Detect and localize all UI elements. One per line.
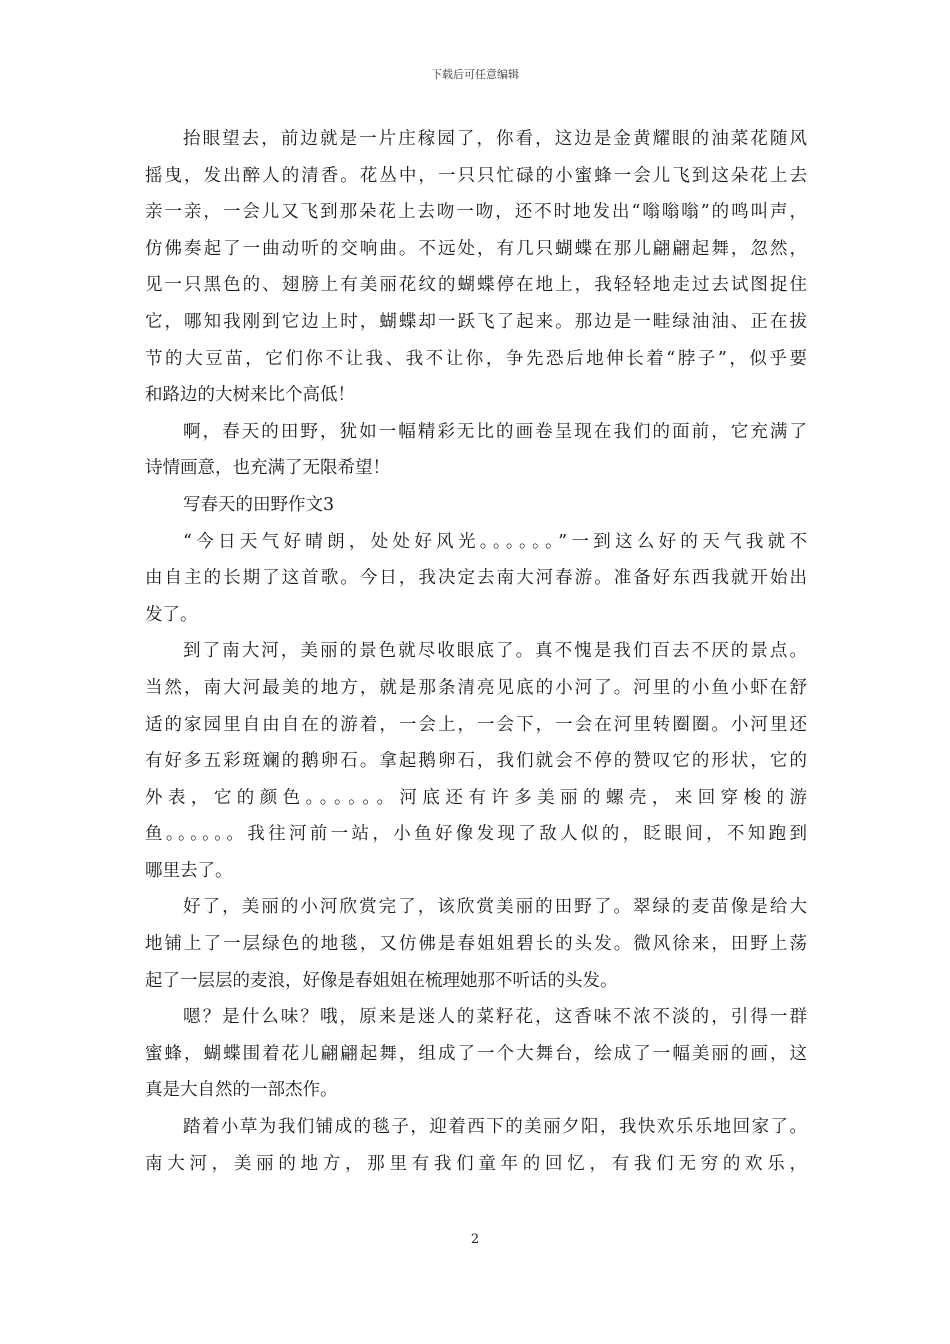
text-line: 节的大豆苗，它们你不让我、我不让你，争先恐后地伸长着“脖子”，似乎要 xyxy=(145,348,807,369)
text-line: 见一只黑色的、翅膀上有美丽花纹的蝴蝶停在地上，我轻轻地走过去试图捉住 xyxy=(145,275,807,296)
text-line: 发了。 xyxy=(145,604,198,625)
text-line: 外表，它的颜色。。。。。。河底还有许多美丽的螺壳，来回穿梭的游 xyxy=(145,787,807,808)
text-line: 由自主的长期了这首歌。今日，我决定去南大河春游。准备好东西我就开始出 xyxy=(145,568,807,589)
text-line: 嗯？是什么味？哦，原来是迷人的菜籽花，这香味不浓不淡的，引得一群 xyxy=(183,1007,807,1028)
text-line: 诗情画意，也充满了无限希望！ xyxy=(145,458,390,479)
text-line: 哪里去了。 xyxy=(145,860,233,881)
text-line: 起了一层层的麦浪，好像是春姐姐在梳理她那不听话的头发。 xyxy=(145,970,618,991)
text-line: 仿佛奏起了一曲动听的交响曲。不远处，有几只蝴蝶在那儿翩翩起舞，忽然， xyxy=(145,238,807,259)
text-line: “今日天气好晴朗，处处好风光。。。。。。”一到这么好的天气我就不 xyxy=(183,531,807,552)
text-line: 到了南大河，美丽的景色就尽收眼底了。真不愧是我们百去不厌的景点。 xyxy=(183,641,807,662)
page-number: 2 xyxy=(470,1232,480,1247)
text-line: 亲一亲，一会儿又飞到那朵花上去吻一吻，还不时地发出“嗡嗡嗡”的鸣叫声， xyxy=(145,202,807,223)
text-line: 摇曳，发出醉人的清香。花丛中，一只只忙碌的小蜜蜂一会儿飞到这朵花上去 xyxy=(145,165,807,186)
text-line: 抬眼望去，前边就是一片庄稼园了，你看，这边是金黄耀眼的油菜花随风 xyxy=(183,129,807,149)
document-body xyxy=(145,121,807,1182)
text-line: 它，哪知我刚到它边上时，蝴蝶却一跃飞了起来。那边是一畦绿油油、正在拔 xyxy=(145,311,807,332)
text-line: 踏着小草为我们铺成的毯子，迎着西下的美丽夕阳，我快欢乐乐地回家了。 xyxy=(183,1117,807,1138)
text-line: 南大河，美丽的地方，那里有我们童年的回忆，有我们无穷的欢乐， xyxy=(145,1153,807,1174)
text-line: 有好多五彩斑斓的鹅卵石。拿起鹅卵石，我们就会不停的赞叹它的形状，它的 xyxy=(145,751,807,772)
text-line: 适的家园里自由自在的游着，一会上，一会下，一会在河里转圈圈。小河里还 xyxy=(145,714,807,735)
text-line: 蜜蜂，蝴蝶围着花儿翩翩起舞，组成了一个大舞台，绘成了一幅美丽的画，这 xyxy=(145,1043,807,1064)
text-line: 好了，美丽的小河欣赏完了，该欣赏美丽的田野了。翠绿的麦苗像是给大 xyxy=(183,897,807,918)
text-line: 啊，春天的田野，犹如一幅精彩无比的画卷呈现在我们的面前，它充满了 xyxy=(183,421,807,442)
text-line: 写春天的田野作文3 xyxy=(183,494,335,515)
page-header: 下载后可任意编辑 xyxy=(431,68,519,81)
text-line: 和路边的大树来比个高低！ xyxy=(145,385,355,406)
text-line: 地铺上了一层绿色的地毯，又仿佛是春姐姐碧长的头发。微风徐来，田野上荡 xyxy=(145,934,807,955)
text-line: 鱼。。。。。。我往河前一站，小鱼好像发现了敌人似的，眨眼间，不知跑到 xyxy=(145,824,807,845)
text-line: 当然，南大河最美的地方，就是那条清亮见底的小河了。河里的小鱼小虾在舒 xyxy=(145,677,807,698)
text-line: 真是大自然的一部杰作。 xyxy=(145,1080,338,1101)
